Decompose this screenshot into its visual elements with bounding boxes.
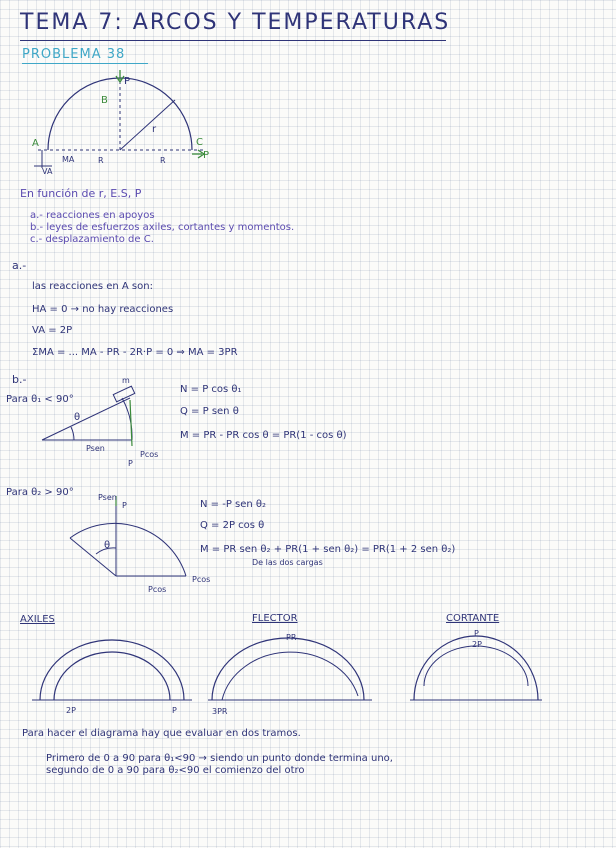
flector-title: FLECTOR — [252, 613, 298, 624]
label-p-top: P — [124, 76, 131, 87]
case2-theta: θ — [104, 540, 111, 551]
flector-left: 3PR — [212, 707, 228, 716]
label-r-right: R — [160, 156, 166, 165]
label-c: C — [196, 137, 203, 148]
footer-line-2: Primero de 0 a 90 para θ₁<90 → siendo un punto donde termina uno, — [46, 753, 393, 764]
cortante-top: P — [474, 629, 479, 638]
page-title: TEMA 7: ARCOS Y TEMPERATURAS — [20, 10, 451, 35]
title-underline — [20, 40, 446, 41]
label-p-right: P — [203, 150, 210, 161]
label-r: r — [152, 124, 157, 135]
case2-figure — [56, 493, 206, 586]
cortante-top2: 2P — [472, 640, 482, 649]
footer-line-1: Para hacer el diagrama hay que evaluar en dos tramos. — [22, 728, 301, 739]
case2-m-eq: M = PR sen θ₂ + PR(1 + sen θ₂) = PR(1 + 2 sen θ₂) — [200, 544, 456, 555]
case2-p: P — [122, 501, 127, 510]
flector-top: PR — [286, 633, 297, 642]
problem-underline — [22, 63, 148, 64]
case1-n: N = P cos θ₁ — [180, 384, 242, 395]
task-item-b: b.- leyes de esfuerzos axiles, cortantes y momentos. — [30, 222, 295, 233]
case1-m: m — [122, 376, 130, 385]
label-b: B — [101, 95, 108, 106]
axiles-right: P — [172, 706, 177, 715]
part-a-line-4: ΣMA = ... MA - PR - 2R·P = 0 ⇒ MA = 3PR — [32, 347, 238, 358]
case1-q: Q = P sen θ — [180, 406, 239, 417]
part-a-label: a.- — [12, 259, 27, 272]
case2-note: De las dos cargas — [252, 558, 323, 567]
case1-label: Para θ₁ < 90° — [6, 394, 74, 405]
case1-figure — [40, 380, 170, 460]
case2-pcos: Pcos — [148, 585, 167, 594]
axiles-left: 2P — [66, 706, 76, 715]
part-a-line-1: las reacciones en A son: — [32, 281, 153, 292]
part-a-line-3: VA = 2P — [32, 325, 73, 336]
label-va: VA — [42, 167, 53, 176]
axiles-diagram — [30, 630, 200, 710]
problem-heading: PROBLEMA 38 — [22, 47, 126, 62]
case1-psen: Psen — [86, 444, 105, 453]
footer-line-3: segundo de 0 a 90 para θ₂<90 el comienzo del otro — [46, 765, 305, 776]
task-item-c: c.- desplazamiento de C. — [30, 234, 154, 245]
axiles-title: AXILES — [20, 614, 55, 625]
task-intro: En función de r, E.S, P — [20, 187, 142, 200]
case2-label: Para θ₂ > 90° — [6, 487, 74, 498]
case1-theta: θ — [74, 412, 81, 423]
cortante-title: CORTANTE — [446, 613, 500, 624]
label-ma: MA — [62, 155, 75, 164]
part-b-label: b.- — [12, 373, 27, 386]
flector-diagram — [208, 633, 378, 712]
case2-q: Q = 2P cos θ — [200, 520, 265, 531]
label-r-left: R — [98, 156, 104, 165]
case1-p: P — [128, 459, 133, 468]
case1-m-eq: M = PR - PR cos θ = PR(1 - cos θ) — [180, 430, 347, 441]
part-a-line-2: HA = 0 → no hay reacciones — [32, 304, 174, 315]
label-a: A — [32, 138, 39, 149]
case2-pcos2: Pcos — [192, 575, 211, 584]
case2-psen: Psen — [98, 493, 117, 502]
case1-pcos: Pcos — [140, 450, 159, 459]
case2-n: N = -P sen θ₂ — [200, 499, 267, 510]
task-item-a: a.- reacciones en apoyos — [30, 210, 155, 221]
